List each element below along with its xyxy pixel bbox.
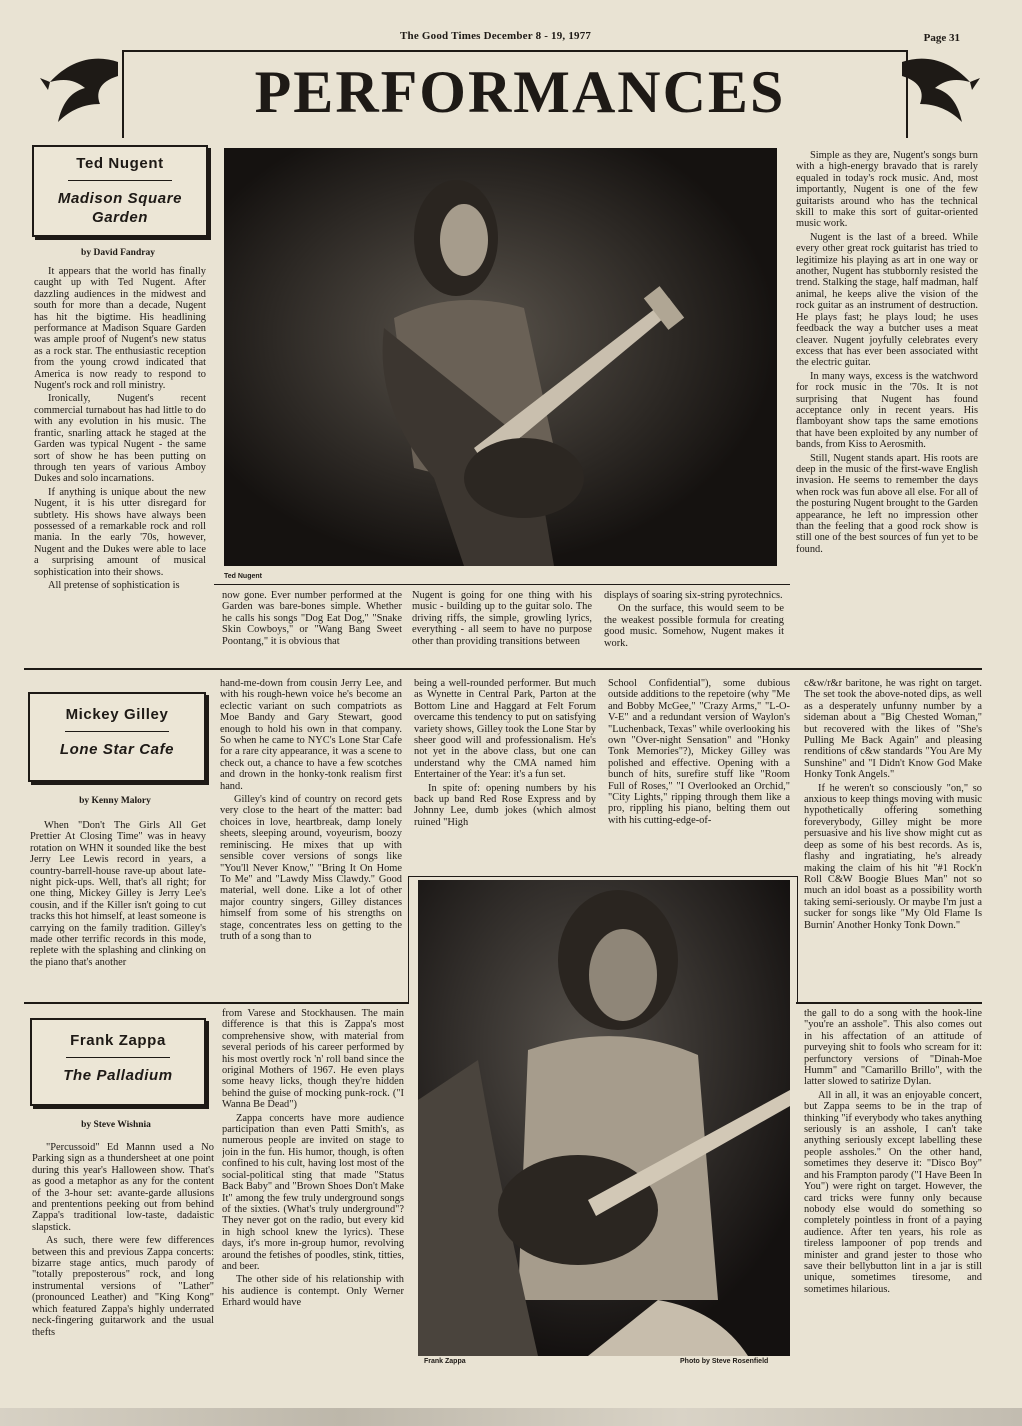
zappa-artist: Frank Zappa [70,1032,166,1049]
paragraph: School Confidential"), some dubious outside additions to the repetoire (why "Me and Bobby McGee," "Crazy Arms," "L-O-V-E" and a redundant version of Waylon's "Luchenback, Texas" while overlooking his own "Over-night Sensation" and "Honky Tonk Memories"?), Mickey Gilley was polished and effective. Opening with a bunch of hits, surefire stuff like "Room Full of Roses," "I Overlooked an Orchid," "City Lights," ripping through them like a pro, rippling his piano, belting them out with his cutting-edge-of- [608,678,790,826]
left-ornament-icon [40,52,120,126]
section-title: PERFORMANCES [254,59,786,125]
paragraph: It appears that the world has finally caught up with Ted Nugent. After dazzling audiences in the midwest and south for more than a decade, Nugent has hit the bigtime. His headlining performance at Madison Square Garden was ample proof of Nugent's new status as a rock star. The enthusiastic reception from the young crowd indicated that America is now ready to respond to Nugent's rock and roll ministry. [34,266,206,392]
paragraph: displays of soaring six-string pyrotechnics. [604,590,783,601]
photo-frame-left [408,876,409,1004]
paragraph: Nugent is going for one thing with his music - building up to the guitar solo. The driving riffs, the simple, growling lyrics, everything - all seem to have no purpose other than providing transitions between [412,590,592,647]
paragraph: In many ways, excess is the watchword for rock music in the '70s. It is not surprising that Nugent has found acceptance only in recent years. His flamboyant show taps the same emotions that have been exploited by any number of bands, from Kiss to Aerosmith. [796,370,978,451]
paragraph: Still, Nugent stands apart. His roots are deep in the music of the first-wave English invasion. He seems to remember the days when rock was fun above all else. For all of the posturing Nugent brought to the Garden appearance, he left no impression other than the feeling that a good rock show is still one of the best sources of fun yet to be found. [796,452,978,555]
paragraph: Zappa concerts have more audience participation than even Patti Smith's, as numerous people are invited on stage to join in the fun. His humor, though, is often confined to his cult, having lost most of the social-political sting that made "Status Back Baby" and "Brown Shoes Don't Make It" among the few truly underground songs of the sixties. (What's truly underground"? They never got on the radio, but every kid in high school knew the lyrics). These days, it's more in-group humor, revolving around the fetishes of poodles, stink, titties, and beer. [222,1112,404,1272]
paragraph: Ironically, Nugent's recent commercial turnabout has had little to do with any evolution in his music. The frantic, snarling attack he staged at the Garden was typical Nugent - the same sort of show he has been putting on through ten years of various Amboy Dukes and solo incarnations. [34,393,206,485]
caption-rule [214,584,790,585]
paragraph: The other side of his relationship with his audience is contempt. Only Werner Erhard would have [222,1274,404,1309]
nugent-column-2 [222,590,402,664]
paragraph: If he weren't so consciously "on," so anxious to keep things moving with music hypothetically offering something foreverybody, Gilley might be more persuasive and his live show might cut as deep as some of his best records. As is, flashy and ingratiating, he's already making the claim of his hit "#1 Rock'n Roll C&W Boogie Blues Man" not so much an idol boast as a possibility worth taking semi-seriously. Or maybe I'm just a sucker for songs like "My Old Flame Is Burnin' Another Honky Tonk Down." [804,782,982,931]
photo-frame-right [797,876,798,1004]
page-edge [0,1408,1022,1426]
section-divider [24,1002,408,1004]
zappa-column-3 [804,1008,982,1380]
section-divider [796,1002,982,1004]
gilley-artist: Mickey Gilley [65,706,169,723]
heading-divider [66,1057,169,1058]
section-banner [40,48,980,140]
gilley-column-2 [220,678,402,1000]
nugent-column-4 [604,590,784,664]
paragraph: Nugent is the last of a breed. While every other great rock guitarist has tried to legitimize his playing as art in one way or another, Nugent has stubbornly resisted the trend. Stalking the stage, half madman, half animal, he keeps alive the vision of the rock guitar as an instrument of destruction. He plays fast; he plays loud; he uses feedback the way a butcher uses a meat cleaver. Nugent joyfully celebrates every excess that has ever been associated witht the electric guitar. [796,231,978,369]
paragraph: All pretense of sophistication is [48,579,180,591]
section-divider [24,668,982,670]
nugent-artist: Ted Nugent [76,155,164,172]
guitarist-photo-icon [418,880,790,1356]
gilley-heading-box [28,692,206,782]
page-number: Page 31 [923,32,960,44]
paragraph: c&w/r&r baritone, he was right on target. The set took the above-noted dips, as well as a desperately unfunny number by a sideman about a "Big Chested Woman," but recovered with the likes of "She's Pulling Me Back Again" and pleasing renditions of c&w standards "You Are My Sunshine" and "I Didn't Know God Make Honky Tonk Angels." [804,678,982,781]
photo-frame-top [408,876,798,877]
zappa-venue: The Palladium [63,1067,173,1084]
paragraph: Simple as they are, Nugent's songs burn with a high-energy bravado that is rarely equaled in today's rock music. And, most importantly, Nugent is one of the few guitarists around who has the technical skill to make this sort of guitar-oriented music work. [796,150,978,230]
paragraph: now gone. Ever number performed at the Garden was bare-bones simple. Whether he calls his songs "Dog Eat Dog," "Snake Skin Cowboys," or "Wang Bang Sweet Poontang," it is obvious that [222,590,402,647]
nugent-byline: by David Fandray [81,248,155,258]
nugent-photo [224,148,777,566]
paragraph: All in all, it was an enjoyable concert, but Zappa seems to be in the trap of thinking "if everybody who takes anything seriously is an asshole, I can't take anything seriously except labelling these people assholes." On the other hand, sometimes they deserve it: "Disco Boy" and his Frampton parody ("I Have Been In You") were right on target. However, the card tricks were funny only because nobody else would do something so completely pointless in front of a paying audience. After ten years, his role as tireless lampooner of pop trends and minister and grand jester to those who save their bellybutton lint in a jar is still unique, sometimes tiresome, and sometimes hilarious. [804,1089,982,1295]
paragraph: On the surface, this would seem to be the weakest possible formula for creating good music. Somehow, Nugent makes it work. [604,603,784,649]
paragraph: When "Don't The Girls All Get Prettier At Closing Time" was in heavy rotation on WHN it sounded like the best Jerry Lee Lewis record in years, a country-barrell-house rave-up about late-night pick-ups. Well, that's all right; for one thing, Mickey Gilley is Jerry Lee's cousin, and if the Killer isn't going to cut tracks this hot himself, at least someone is carrying on the family tradition. Gilley's made other terrific records in this mode, replete with the splashing and clinking on the piano that's another [30,820,206,968]
paragraph: If anything is unique about the new Nugent, it is his utter disregard for subtlety. His shows have always been possessed of a remarkable rock and roll mania. In the early '70s, however, Nugent and the Dukes were able to lace a surprising amount of musical sophistication into their shows. [34,486,206,578]
paragraph: In spite of: opening numbers by his back up band Red Rose Express and by Johnny Lee, dumb jokes (which almost ruined "High [414,782,596,828]
paragraph: from Varese and Stockhausen. The main difference is that this is Zappa's most comprehensive show, with material from several periods of his career performed by his most overtly rock 'n' roll band since the original Mothers of 1967. He even plays some heavy licks, though they're hidden behind the guise of mocking punk-rock. ("I Wanna Be Dead") [222,1008,404,1111]
guitarist-photo-icon [224,148,777,566]
gilley-column-3 [414,678,596,874]
nugent-column-5 [796,150,978,664]
heading-divider [65,731,169,732]
gilley-column-5 [804,678,982,996]
paragraph: As such, there were few differences between this and previous Zappa concerts: bizarre stage antics, much parody of "totally preposterous" rock, and long instrumental versions of "Lather" (pronounced Leather) and "King Kong" which featured Zappa's highly underrated neck-fingering guitarwork and the usual thefts [32,1235,214,1338]
paragraph: the gall to do a song with the hook-line "you're an asshole". This also comes out in his affectation of an attitude of purveying shit to fools who scream for it: perfunctory versions of "Dinah-Moe Humm" and "Camarillo Brillo", with the latter slowed to satirize Dylan. [804,1008,982,1088]
gilley-venue: Lone Star Cafe [59,741,175,758]
zappa-heading-box [30,1018,206,1106]
paragraph: being a well-rounded performer. But much as Wynette in Central Park, Parton at the Bottom Line and Haggard at Felt Forum overcame this tendency to put on satisfying variety shows, Gilley took the Lone Star by sheer good will and professionalism. He's not yet in the above class, but one can understand why the CMA named him Entertainer of the Year: it's a fun set. [414,678,596,781]
zappa-column-1 [32,1142,214,1406]
zappa-photo [418,880,790,1356]
gilley-column-4 [608,678,790,874]
gilley-byline: by Kenny Malory [79,796,151,806]
nugent-column-3 [412,590,592,664]
nugent-column-1 [34,266,206,664]
zappa-byline: by Steve Wishnia [81,1120,151,1130]
zappa-photo-caption: Frank Zappa [424,1358,466,1365]
right-ornament-icon [900,52,980,126]
zappa-column-2 [222,1008,404,1370]
issue-line: The Good Times December 8 - 19, 1977 [400,30,592,42]
nugent-photo-caption: Ted Nugent [224,573,262,580]
paragraph: Gilley's kind of country on record gets very close to the heart of the matter: bad choices in love, heartbreak, damp lonely sheets, sleeping around, voyeurism, boozy reminiscing. He mixes that up with sensible cover versions of songs like "You'll Never Know," "Bring It On Home To Me" and "Lawdy Miss Clawdy." Good material, well done. Like a lot of other major country singers, Gilley distances himself from some of his strengths on stage, concentrates less on getting to the truth of a song than to [220,794,402,942]
zappa-photo-credit: Photo by Steve Rosenfield [680,1358,769,1365]
heading-divider [68,180,171,181]
nugent-heading-box [32,145,208,237]
paragraph: "Percussoid" Ed Mannn used a No Parking sign as a thundersheet at one point during this year's Halloween show. That's as good a metaphor as any for the content of the 3-hour set: avante-garde allusions and prententions peeking out from behind Zappa's traditional low-taste, dadaistic slapstick. [32,1142,214,1233]
gilley-column-1 [30,820,206,1000]
paragraph: hand-me-down from cousin Jerry Lee, and with his rough-hewn voice he's become an eclectic variant on such compatriots as Moe Bandy and Gary Stewart, good enough to hold his own in that company. So when he came to NYC's Lone Star Cafe for a rare city appearance, it was a scene to check out, a chance to have a few scotches and drown in the honky-tonk realism first hand. [220,678,402,792]
nugent-venue: Madison Square Garden [57,190,183,226]
